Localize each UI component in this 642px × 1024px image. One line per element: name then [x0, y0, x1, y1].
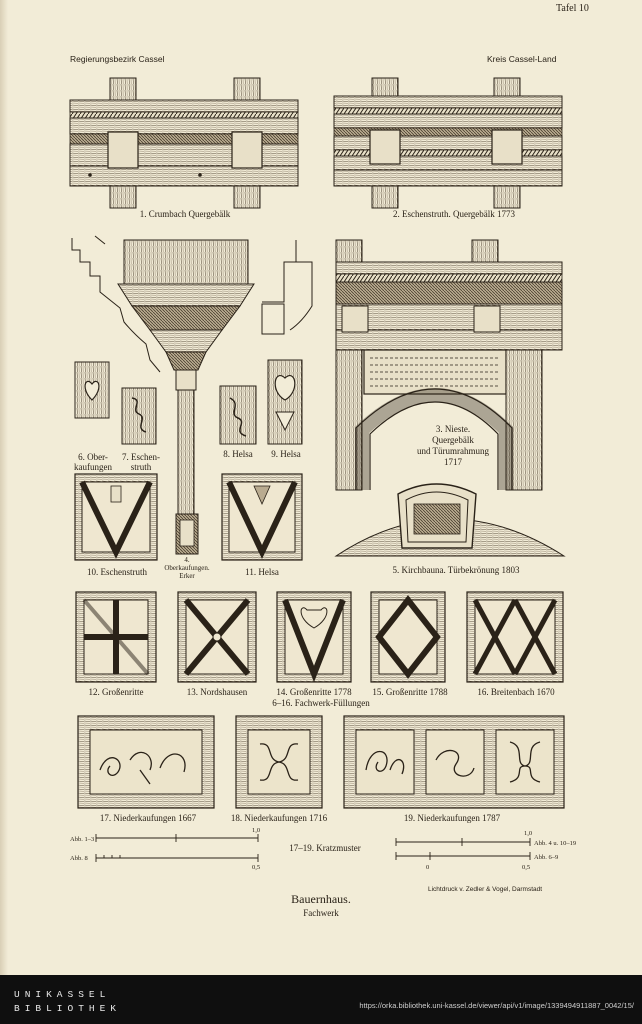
caption-fig-5: 5. Kirchbauna. Türbekrönung 1803: [392, 565, 520, 575]
caption-fig-2: 2. Eschenstruth. Quergebälk 1773: [392, 209, 516, 219]
caption-fig-4-line2: Oberkaufungen.: [164, 564, 210, 572]
fig-12-panel: [76, 592, 156, 682]
fig-5-kirchbauna-crown: [336, 484, 564, 556]
caption-fig-19: 19. Niederkaufungen 1787: [403, 813, 501, 823]
fig-14-panel: [277, 592, 351, 682]
fig-16-panel: [467, 592, 563, 682]
caption-fig-3-line1: 3. Nieste.: [435, 424, 471, 434]
library-logo-line1: UNIKASSEL: [14, 989, 111, 1000]
caption-fig-9: 9. Helsa: [271, 449, 301, 459]
caption-fig-18: 18. Niederkaufungen 1716: [230, 813, 328, 823]
fig-18-panel: [236, 716, 322, 808]
fig-6-panel: [75, 362, 109, 418]
caption-fig-8: 8. Helsa: [223, 449, 253, 459]
plate-subtitle: Fachwerk: [303, 908, 339, 918]
caption-fig-7-line1: 7. Eschen-: [122, 452, 160, 462]
region-right: Kreis Cassel-Land: [487, 54, 557, 64]
scale-right-top-value: 1,0: [524, 830, 533, 837]
caption-fig-6-line1: 6. Ober-: [78, 452, 108, 462]
caption-fig-3-line2: Quergebälk: [432, 435, 474, 445]
caption-fig-6-line2: kaufungen: [74, 462, 112, 472]
scale-right-bottom-value: 0,5: [522, 864, 531, 871]
caption-group-17-19: 17–19. Kratzmuster: [289, 843, 361, 853]
caption-fig-4-line1: 4.: [184, 556, 190, 564]
fig-17-panel: [78, 716, 214, 808]
caption-fig-10: 10. Eschenstruth: [87, 567, 147, 577]
fig-1-crumbach-beam: [70, 78, 298, 208]
caption-fig-4-line3: Erker: [179, 572, 195, 580]
caption-fig-12: 12. Großenritte: [88, 687, 144, 697]
caption-fig-13: 13. Nordshausen: [186, 687, 248, 697]
caption-fig-15: 15. Großenritte 1788: [372, 687, 448, 697]
fig-13-panel: [178, 592, 256, 682]
caption-fig-3-line3: und Türumrahmung: [416, 446, 490, 456]
fig-10-panel: [75, 474, 157, 560]
caption-fig-11: 11. Helsa: [245, 567, 279, 577]
scale-right-zero: 0: [426, 864, 430, 871]
region-left: Regierungsbezirk Cassel: [70, 54, 165, 64]
fig-19-panel: [344, 716, 564, 808]
scale-left-label-b: Abb. 8: [70, 855, 88, 862]
fig-15-panel: [371, 592, 445, 682]
scale-left-bottom-value: 0,5: [252, 864, 261, 871]
library-logo-line2: BIBLIOTHEK: [14, 1003, 122, 1014]
plate-title: Bauernhaus.: [291, 892, 351, 906]
fig-9-panel: [268, 360, 302, 444]
caption-fig-14: 14. Großenritte 1778: [276, 687, 352, 697]
scale-left-top-value: 1,0: [252, 827, 261, 834]
scale-right-label-b: Abb. 6–9: [534, 854, 559, 861]
fig-7-panel: [122, 388, 156, 444]
printer-credit: Lichtdruck v. Zedler & Vogel, Darmstadt: [428, 886, 543, 893]
caption-fig-3-line4: 1717: [444, 457, 462, 467]
image-url[interactable]: https://orka.bibliothek.uni-kassel.de/viewer/api/v1/image/1339494911887_0042/15/: [359, 1001, 634, 1010]
scale-left: [96, 834, 258, 862]
plate-number: Tafel 10: [556, 3, 589, 14]
caption-fig-1: 1. Crumbach Quergebälk: [139, 209, 231, 219]
scale-right-label-a: Abb. 4 u. 10–19: [534, 840, 577, 847]
caption-group-6-16: 6–16. Fachwerk-Füllungen: [272, 698, 370, 708]
fig-2-eschenstruth-beam: [334, 78, 562, 208]
fig-11-panel: [222, 474, 302, 560]
fig-8-panel: [220, 386, 256, 444]
caption-fig-17: 17. Niederkaufungen 1667: [99, 813, 197, 823]
scale-right: [396, 838, 530, 860]
scale-left-label-a: Abb. 1–3: [70, 836, 95, 843]
caption-fig-16: 16. Breitenbach 1670: [477, 687, 555, 697]
caption-fig-7-line2: struth: [130, 462, 152, 472]
profile-outline-right: [262, 240, 312, 334]
